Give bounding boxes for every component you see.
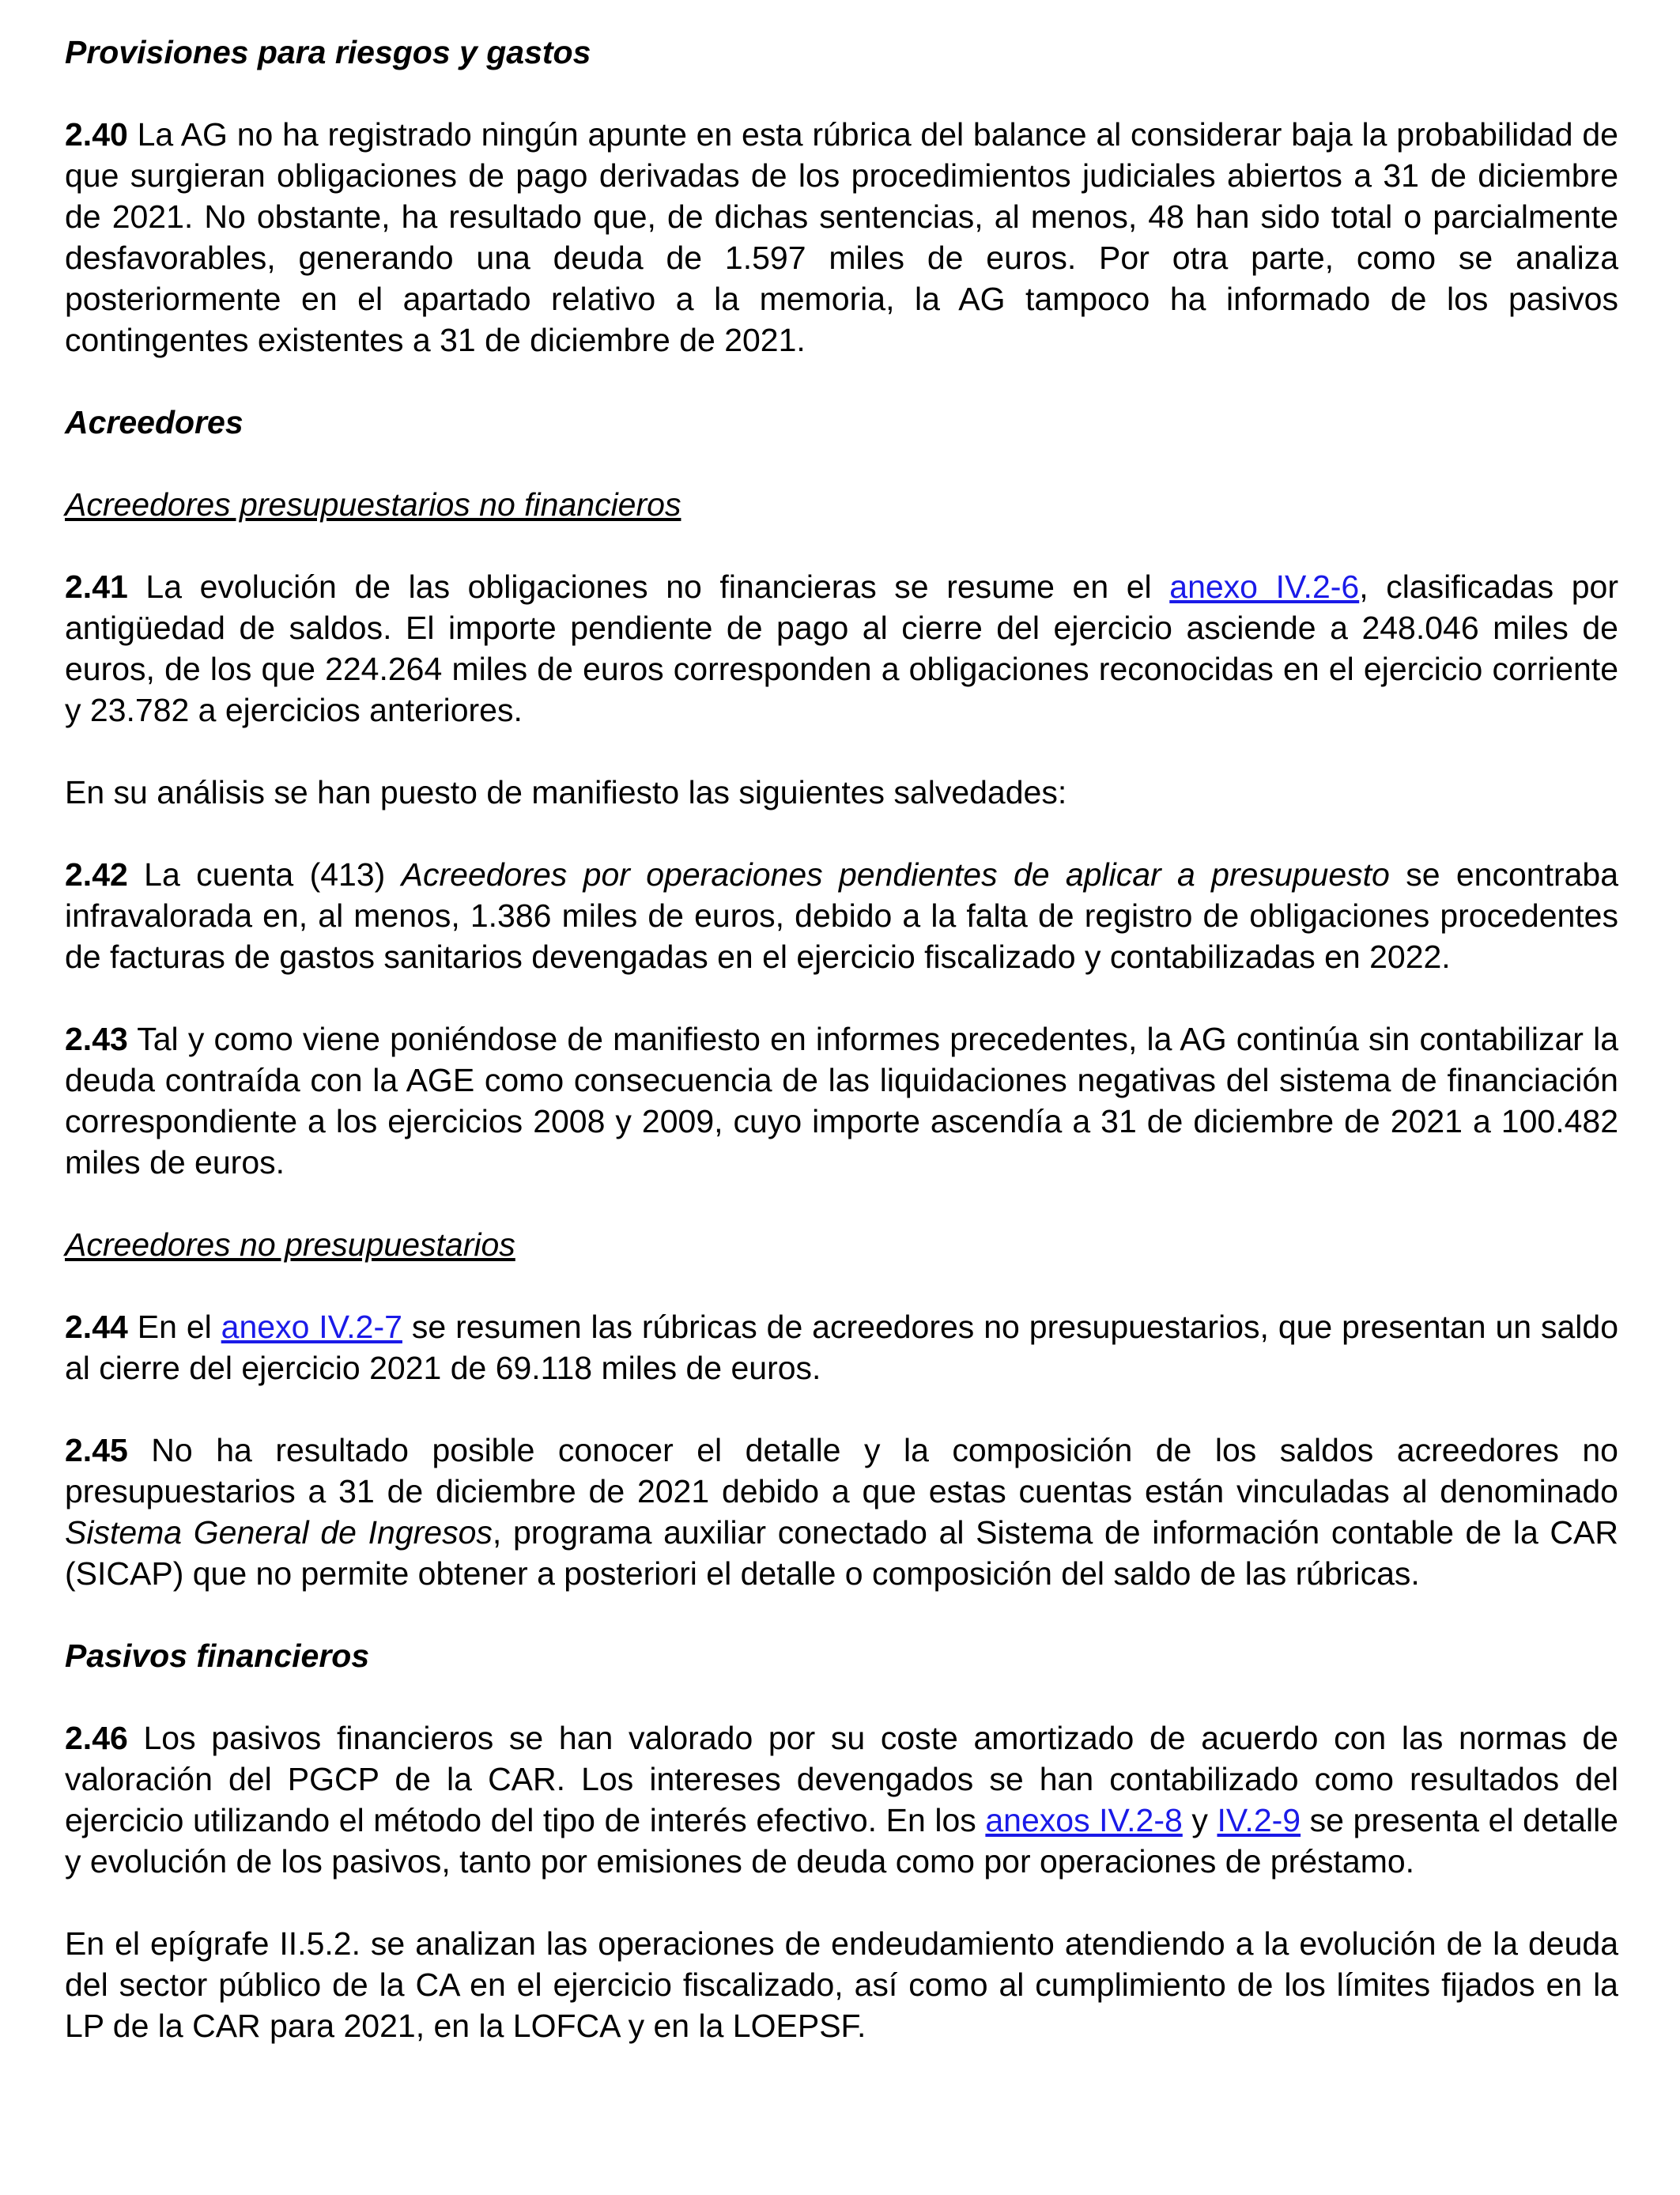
link-anexo-iv-2-6[interactable]: anexo IV.2-6 [1169,569,1360,605]
paragraph-number: 2.43 [65,1021,128,1057]
heading-pasivos-financieros: Pasivos financieros [65,1638,370,1674]
paragraph-text: Tal y como viene poniéndose de manifiesto en informes precedentes, la AG continúa sin contabilizar la deuda contraída con la AGE como consecuencia de las liquidaciones negativas del sistema de financiación correspondiente a los ejercicios 2008 y 2009, cuyo importe ascendía a 31 de diciembre de 2021 a 100.482 miles de euros. [65,1021,1618,1181]
subheading-acreedores-presupuestarios: Acreedores presupuestarios no financieros [65,486,681,523]
paragraph-endeudamiento: En el epígrafe II.5.2. se analizan las operaciones de endeudamiento atendiendo a la evolución de la deuda del sector público de la CA en el ejercicio fiscalizado, así como al cumplimiento de los límites fijados en la LP de la CAR para 2021, en la LOFCA y en la LOEPSF. [65,1925,1618,2044]
paragraph-text: En el [127,1309,221,1345]
heading-acreedores: Acreedores [65,404,244,440]
paragraph-text: , clasificadas por antigüedad de saldos. El importe pendiente de pago al cierre del ejercicio asciende a 248.046 miles de euros, de los que 224.264 miles de euros corresponden a obligaciones reconocidas en el ejercicio corriente y 23.782 a ejercicios anteriores. [65,569,1618,728]
link-anexos-iv-2-8[interactable]: anexos IV.2-8 [985,1802,1183,1838]
paragraph-text: y [1182,1802,1218,1838]
paragraph-text: se encontraba infravalorada en, al menos, 1.386 miles de euros, debido a la falta de registro de obligaciones procedentes de facturas de gastos sanitarios devengadas en el ejercicio fiscalizado y contabilizadas en 2022. [65,856,1619,975]
paragraph-2-43 [65,1018,1618,1183]
paragraph-number: 2.46 [65,1720,128,1756]
paragraph-number: 2.44 [65,1309,128,1345]
paragraph-text: Los pasivos financieros se han valorado por su coste amortizado de acuerdo con las normas de valoración del PGCP de la CAR. Los intereses devengados se han contabilizado como resultados del ejercicio utilizando el método del tipo de interés efectivo. En los [65,1720,1618,1838]
paragraph-text: , programa auxiliar conectado al Sistema de información contable de la CAR (SICAP) que no permite obtener a posteriori el detalle o composición del saldo de las rúbricas. [65,1514,1619,1592]
paragraph-number: 2.40 [65,116,128,153]
paragraph-text: se presenta el detalle y evolución de los pasivos, tanto por emisiones de deuda como por operaciones de préstamo. [65,1802,1618,1880]
paragraph-text: La AG no ha registrado ningún apunte en esta rúbrica del balance al considerar baja la probabilidad de que surgieran obligaciones de pago derivadas de los procedimientos judiciales abiertos a 31 de diciembre de 2021. No obstante, ha resultado que, de dichas sentencias, al menos, 48 han sido total o parcialmente desfavorables, generando una deuda de 1.597 miles de euros. Por otra parte, como se analiza posteriormente en el apartado relativo a la memoria, la AG tampoco ha informado de los pasivos contingentes existentes a 31 de diciembre de 2021. [65,116,1618,358]
system-name: Sistema General de Ingresos [65,1514,493,1551]
paragraph-2-44 [65,1306,1618,1388]
account-name: Acreedores por operaciones pendientes de aplicar a presupuesto [401,856,1390,893]
document-page [65,32,1618,2046]
paragraph-number: 2.45 [65,1432,128,1468]
paragraph-number: 2.41 [65,569,128,605]
paragraph-text: se resumen las rúbricas de acreedores no presupuestarios, que presentan un saldo al cierre del ejercicio 2021 de 69.118 miles de euros. [65,1309,1618,1386]
heading-provisiones: Provisiones para riesgos y gastos [65,34,591,70]
paragraph-2-46 [65,1717,1618,1882]
paragraph-text: La cuenta (413) [127,856,402,893]
paragraph-2-42 [65,854,1618,977]
paragraph-2-45 [65,1430,1618,1594]
link-iv-2-9[interactable]: IV.2-9 [1217,1802,1301,1838]
paragraph-text: La evolución de las obligaciones no financieras se resume en el [127,569,1170,605]
paragraph-text: No ha resultado posible conocer el detalle y la composición de los saldos acreedores no presupuestarios a 31 de diciembre de 2021 debido a que estas cuentas están vinculadas al denominado [65,1432,1618,1509]
subheading-acreedores-no-presupuestarios: Acreedores no presupuestarios [65,1226,515,1263]
link-anexo-iv-2-7[interactable]: anexo IV.2-7 [221,1309,402,1345]
paragraph-number: 2.42 [65,856,128,893]
paragraph-salvedades-intro: En su análisis se han puesto de manifiesto las siguientes salvedades: [65,774,1067,810]
paragraph-2-41 [65,566,1618,731]
paragraph-2-40 [65,114,1618,361]
